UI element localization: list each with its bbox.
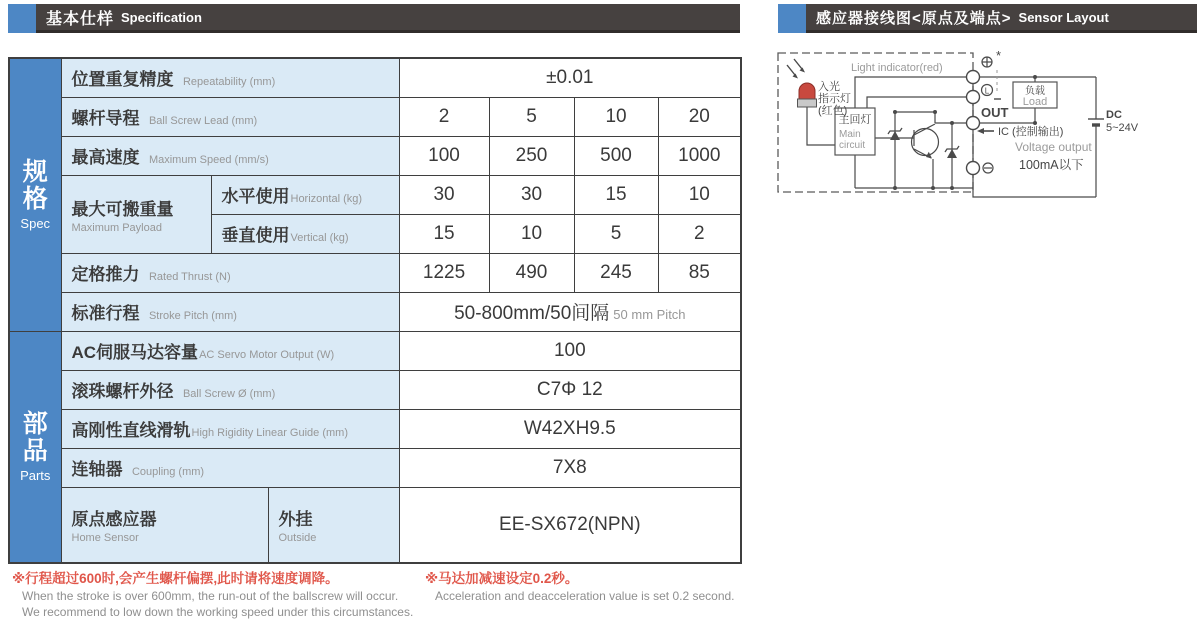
label-zh: 螺杆导程: [71, 109, 140, 128]
row-label-coupling: [61, 448, 399, 487]
label-en: Maximum Speed (mm/s): [148, 154, 269, 166]
star-mark: *: [996, 48, 1002, 63]
footnote-stroke-en1: When the stroke is over 600mm, the run-out of the ballscrew will occur.: [22, 589, 399, 603]
table-row: [9, 409, 741, 448]
footnote-accel-zh: ※马达加减速设定0.2秒。: [425, 571, 579, 586]
value-repeatability: ±0.01: [399, 58, 741, 97]
row-label-payload: [61, 175, 211, 253]
footnote-stroke-en2: We recommend to low down the working speed under this circumstances.: [22, 605, 414, 619]
led-label-zh3: (红色): [818, 105, 848, 117]
label-zh: 外挂: [278, 510, 313, 530]
table-row: [9, 331, 741, 370]
table-row: [9, 58, 741, 97]
voltage-output-label: Voltage output: [1015, 140, 1092, 154]
load-label-zh: 负载: [1025, 86, 1045, 97]
value-speed-3: 500: [574, 136, 658, 175]
minus-terminal-icon: [983, 163, 993, 173]
value-coupling: 7X8: [399, 448, 741, 487]
label-en: High Rigidity Linear Guide (mm): [191, 427, 348, 439]
footnote-stroke-zh: ※行程超过600时,会产生螺杆偏摆,此时请将速度调降。: [12, 571, 339, 586]
table-row: [9, 253, 741, 292]
label-zh: 位置重复精度: [71, 70, 174, 90]
row-label-vertical: [211, 214, 399, 253]
label-en: Outside: [278, 532, 317, 545]
sensor-layout-header: [778, 4, 1197, 33]
footnote-accel-en: Acceleration and deacceleration value is set 0.2 second.: [435, 589, 735, 603]
load-box: [1013, 82, 1057, 108]
value-lead-2: 5: [489, 97, 574, 136]
sensor-header-bar: [806, 4, 1197, 33]
label-zh: 最高速度: [71, 148, 140, 167]
value-vertical-3: 5: [574, 214, 658, 253]
value-horizontal-2: 30: [489, 175, 574, 214]
value-lead-1: 2: [399, 97, 489, 136]
row-label-thrust: [61, 253, 399, 292]
main-circuit-label-en1: Main: [839, 129, 861, 140]
label-en: Vertical (kg): [290, 232, 349, 244]
value-thrust-3: 245: [574, 253, 658, 292]
value-horizontal-1: 30: [399, 175, 489, 214]
led-label-zh2: 指示灯: [818, 93, 851, 105]
value-home-sensor: EE-SX672(NPN): [399, 487, 741, 563]
value-stroke: [399, 292, 741, 331]
main-circuit-label-en2: circuit: [839, 140, 866, 151]
table-row: [9, 448, 741, 487]
ic-arrow-icon: [977, 128, 994, 134]
label-zh: 标准行程: [71, 304, 140, 323]
label-en: Ball Screw Ø (mm): [182, 388, 276, 400]
label-zh: 滚珠螺杆外径: [71, 382, 174, 401]
label-en: Coupling (mm): [131, 466, 205, 478]
row-label-guide: [61, 409, 399, 448]
load-label-en: Load: [1022, 96, 1048, 108]
section-spec: [9, 58, 61, 331]
transistor-icon: [912, 129, 939, 159]
value-vertical-1: 15: [399, 214, 489, 253]
section-spec-en: Spec: [20, 215, 51, 231]
spec-header-bar: [36, 4, 740, 33]
value-speed-2: 250: [489, 136, 574, 175]
section-parts-en: Parts: [20, 467, 51, 483]
table-row: [9, 175, 741, 214]
dc-range-label: 5~24V: [1106, 122, 1139, 134]
row-label-motor: [61, 331, 399, 370]
value-thrust-4: 85: [658, 253, 741, 292]
dc-label: DC: [1106, 109, 1122, 121]
led-indicator-icon: [787, 59, 817, 107]
row-label-lead: [61, 97, 399, 136]
value-lead-3: 10: [574, 97, 658, 136]
label-en: AC Servo Motor Output (W): [199, 349, 335, 361]
value-speed-4: 1000: [658, 136, 741, 175]
label-en: Repeatability (mm): [182, 76, 276, 89]
value-lead-4: 20: [658, 97, 741, 136]
spec-header-title-en: Specification: [121, 9, 202, 25]
sensor-wiring-diagram: [775, 45, 1200, 210]
label-zh: 最大可搬重量: [71, 199, 174, 219]
light-indicator-label: Light indicator(red): [851, 62, 943, 74]
section-parts-zh: 部品: [22, 409, 48, 465]
row-label-repeatability: [61, 58, 399, 97]
value-stroke-zh: 50-800mm/50间隔: [454, 303, 610, 324]
footnote-accel: [425, 569, 735, 620]
label-en: Horizontal (kg): [290, 193, 363, 205]
label-en: Ball Screw Lead (mm): [148, 115, 258, 127]
label-en: Home Sensor: [71, 532, 139, 545]
label-zh: 水平使用: [221, 187, 290, 206]
value-thrust-2: 490: [489, 253, 574, 292]
table-row: [9, 370, 741, 409]
specification-table: [8, 57, 742, 564]
led-label-zh1: 入光: [818, 81, 840, 93]
value-guide: W42XH9.5: [399, 409, 741, 448]
sensor-header-title-zh: 感应器接线图<原点及端点>: [816, 9, 1012, 27]
section-spec-zh: 规格: [22, 157, 48, 213]
value-horizontal-3: 15: [574, 175, 658, 214]
label-zh: 连轴器: [71, 460, 123, 479]
value-ballscrew: C7Φ 12: [399, 370, 741, 409]
label-en: Stroke Pitch (mm): [148, 310, 237, 322]
footnote-stroke: [12, 569, 425, 620]
value-vertical-4: 2: [658, 214, 741, 253]
row-label-stroke: [61, 292, 399, 331]
plus-terminal-icon: [982, 57, 992, 67]
value-horizontal-4: 10: [658, 175, 741, 214]
row-label-ballscrew: [61, 370, 399, 409]
table-row: [9, 292, 741, 331]
row-label-horizontal: [211, 175, 399, 214]
label-zh: 定格推力: [71, 265, 140, 284]
value-motor: 100: [399, 331, 741, 370]
current-limit-label: 100mA以下: [1019, 158, 1084, 172]
battery-icon: [1088, 119, 1104, 125]
spec-header: [8, 4, 740, 33]
spec-header-title-zh: 基本仕样: [46, 10, 115, 28]
main-circuit-label-zh: 主回灯: [838, 114, 872, 126]
table-row: [9, 97, 741, 136]
label-zh: 高刚性直线滑轨: [71, 421, 191, 440]
label-en: Maximum Payload: [71, 221, 162, 234]
sensor-header-title-en: Sensor Layout: [1018, 9, 1109, 25]
label-zh: 原点感应器: [71, 510, 157, 530]
value-thrust-1: 1225: [399, 253, 489, 292]
label-en: Rated Thrust (N): [148, 271, 231, 283]
l-terminal-icon: [982, 85, 1002, 100]
section-parts: [9, 331, 61, 563]
table-row: [9, 487, 741, 563]
row-label-outside: [268, 487, 399, 563]
blue-square-icon: [778, 4, 806, 33]
value-vertical-2: 10: [489, 214, 574, 253]
row-label-speed: [61, 136, 399, 175]
value-speed-1: 100: [399, 136, 489, 175]
svg-text:L: L: [984, 86, 990, 96]
blue-square-icon: [8, 4, 36, 33]
ic-label: IC (控制输出): [998, 126, 1064, 138]
table-row: [9, 136, 741, 175]
label-zh: 垂直使用: [221, 226, 290, 245]
row-label-home-sensor: [61, 487, 268, 563]
out-label: OUT: [981, 105, 1009, 120]
value-stroke-en: 50 mm Pitch: [613, 307, 686, 322]
label-zh: AC伺服马达容量: [71, 343, 199, 362]
footnotes: [12, 569, 1192, 620]
